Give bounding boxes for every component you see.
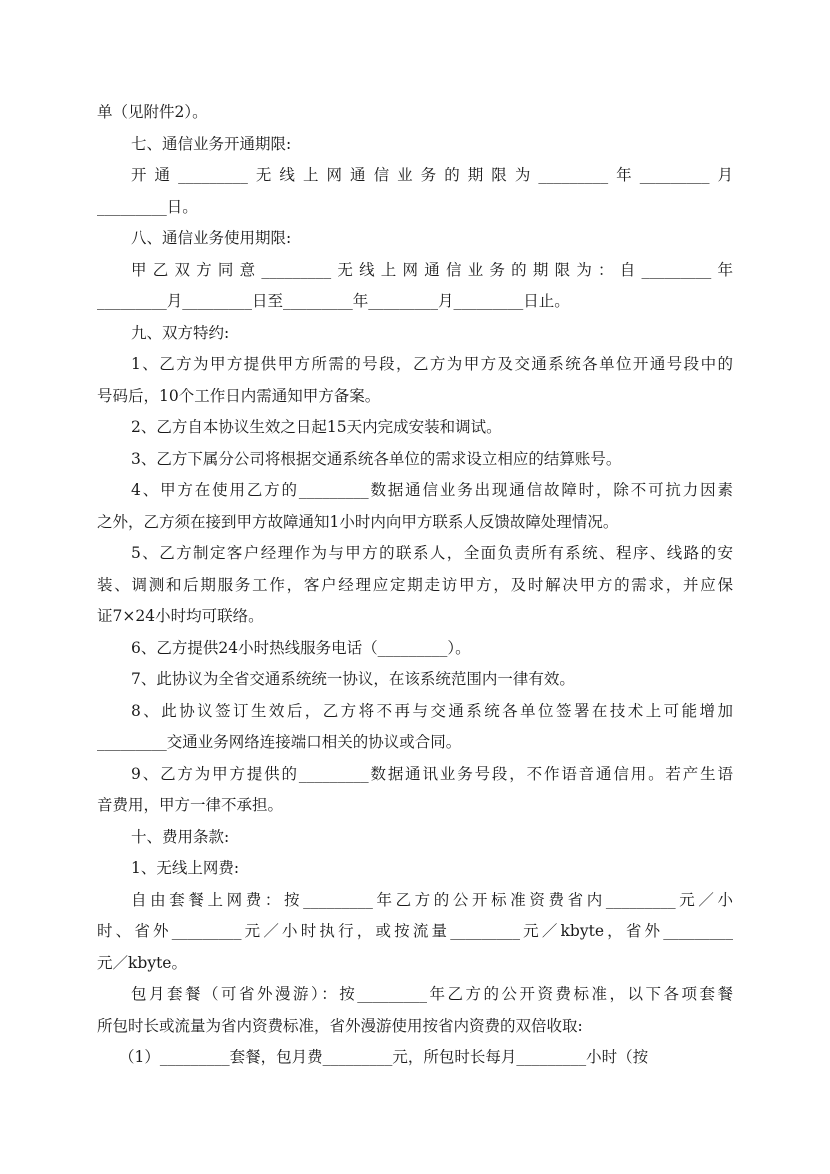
- paragraph: [97, 129, 733, 161]
- paragraph: [97, 1042, 733, 1074]
- paragraph: [97, 160, 733, 223]
- paragraph: [97, 664, 733, 696]
- paragraph: [97, 475, 733, 538]
- paragraph: [97, 444, 733, 476]
- text-line: 证7×24小时均可联络。: [97, 607, 264, 625]
- text-line: 1、乙方为甲方提供甲方所需的号段，乙方为甲方及交通系统各单位开通号段中的: [131, 355, 733, 373]
- document-page: [97, 97, 733, 1074]
- text-line: 9、乙方为甲方提供的_________数据通讯业务号段，不作语音通信用。若产生语: [131, 764, 733, 783]
- text-line: 自由套餐上网费：按_________年乙方的公开标准资费省内_________元／小: [131, 890, 733, 909]
- paragraph: [97, 759, 733, 822]
- text-line: 7、此协议为全省交通系统统一协议，在该系统范围内一律有效。: [131, 670, 575, 688]
- text-line: 音费用，甲方一律不承担。: [97, 796, 284, 814]
- text-line: 之外，乙方须在接到甲方故障通知1小时内向甲方联系人反馈故障处理情况。: [97, 512, 619, 531]
- text-line: 开通_________无线上网通信业务的期限为_________年_________月: [131, 166, 733, 184]
- paragraph: [97, 349, 733, 412]
- text-line: 6、乙方提供24小时热线服务电话（_________）。: [131, 638, 471, 657]
- text-line: 八、通信业务使用期限:: [131, 229, 292, 247]
- text-line: 七、通信业务开通期限:: [131, 134, 292, 153]
- text-line: 5、乙方制定客户经理作为与甲方的联系人，全面负责所有系统、程序、线路的安: [131, 544, 733, 562]
- text-line: 装、调测和后期服务工作，客户经理应定期走访甲方，及时解决甲方的需求，并应保: [97, 575, 733, 594]
- text-line: 甲乙双方同意_________无线上网通信业务的期限为：自_________年: [131, 260, 733, 279]
- text-line: 九、双方特约:: [131, 323, 230, 342]
- text-line: 号码后，10个工作日内需通知甲方备案。: [97, 386, 381, 405]
- text-line: 4、甲方在使用乙方的_________数据通信业务出现通信故障时，除不可抗力因素: [131, 481, 733, 499]
- text-line: 时、省外_________元／小时执行，或按流量_________元／kbyte，省外_________: [97, 922, 733, 940]
- text-line: _________交通业务网络连接端口相关的协议或合同。: [97, 733, 462, 751]
- text-line: 8、此协议签订生效后，乙方将不再与交通系统各单位签署在技术上可能增加: [131, 701, 733, 720]
- paragraph: [97, 223, 733, 255]
- paragraph: [97, 538, 733, 633]
- paragraph: [97, 318, 733, 350]
- paragraph: [97, 979, 733, 1042]
- paragraph: [97, 255, 733, 318]
- paragraph: [97, 412, 733, 444]
- text-line: _________日。: [97, 197, 198, 216]
- paragraph: [97, 633, 733, 665]
- paragraph: [97, 97, 733, 129]
- paragraph: [97, 885, 733, 980]
- paragraph: [97, 853, 733, 885]
- paragraph: [97, 822, 733, 854]
- text-line: （1）_________套餐，包月费_________元，所包时长每月_________小时（按: [119, 1048, 649, 1066]
- text-line: 3、乙方下属分公司将根据交通系统各单位的需求设立相应的结算账号。: [131, 449, 622, 468]
- text-line: 包月套餐（可省外漫游）：按_________年乙方的公开资费标准，以下各项套餐: [131, 985, 733, 1003]
- text-line: 2、乙方自本协议生效之日起15天内完成安装和调试。: [131, 418, 502, 436]
- paragraph: [97, 696, 733, 759]
- text-line: 元／kbyte。: [97, 953, 187, 972]
- text-line: _________月_________日至_________年_________月_________日止。: [97, 292, 570, 310]
- text-line: 单（见附件2）。: [97, 103, 208, 121]
- text-line: 1、无线上网费:: [131, 859, 240, 877]
- text-line: 所包时长或流量为省内资费标准，省外漫游使用按省内资费的双倍收取:: [97, 1016, 583, 1035]
- text-line: 十、费用条款:: [131, 827, 230, 846]
